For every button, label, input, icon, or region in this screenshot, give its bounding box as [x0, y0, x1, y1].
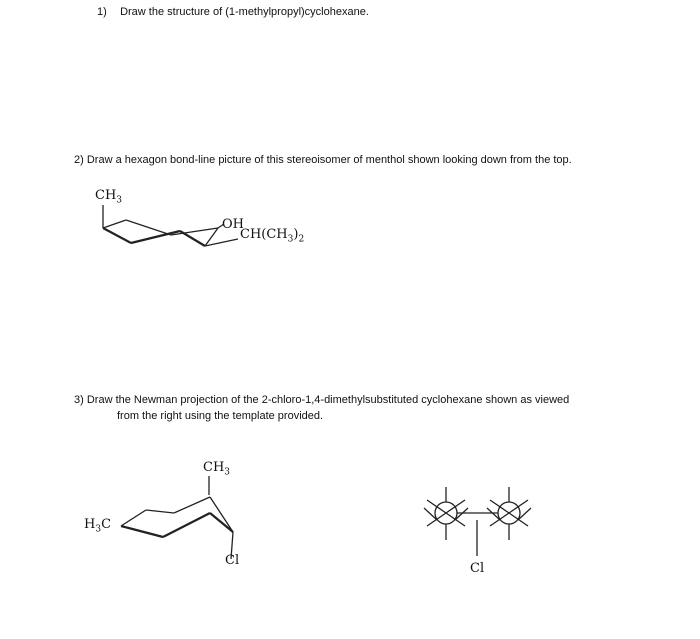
question-3-continuation: from the right using the template provided.: [117, 410, 324, 422]
question-3-text: Draw the Newman projection of the 2-chloro-1,4-dimethylsubstituted cyclohexane shown as viewed: [86, 394, 570, 406]
question-2-number: 2): [74, 154, 84, 166]
newman-cl-label: Cl: [470, 561, 485, 576]
question-1-text: Draw the structure of (1-methylpropyl)cyclohexane.: [120, 6, 369, 18]
cyclohexane-h3c-label: $H_3C$: [84, 517, 112, 535]
cyclohexane-cl-label: Cl: [225, 553, 240, 568]
menthol-ch3-label: $CH_3$: [95, 188, 123, 206]
menthol-oh-label: OH: [222, 217, 244, 232]
cyclohexane-ch3-label: $CH_3$: [203, 460, 231, 478]
question-1-number: 1): [97, 6, 107, 18]
newman-projection-template: [424, 487, 531, 556]
menthol-chair-structure: [103, 205, 238, 246]
question-2-text: Draw a hexagon bond-line picture of this stereoisomer of menthol shown looking down from the top.: [86, 154, 572, 166]
question-3-number: 3): [74, 394, 84, 406]
cyclohexane-chair-structure: [121, 476, 233, 559]
menthol-isopropyl-label: $CH(CH_3)_2$: [240, 227, 305, 245]
